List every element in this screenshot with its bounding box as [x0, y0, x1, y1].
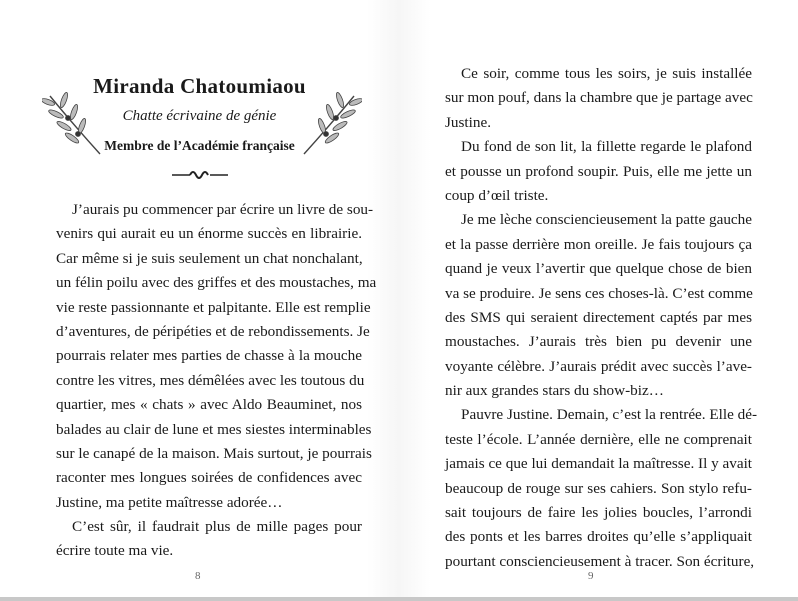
- text-line: beaucoup de rouge sur ses cahiers. Son stylo refu-: [445, 479, 752, 497]
- text-line: et la passe derrière mon oreille. Je fais toujours ça: [445, 235, 752, 253]
- text-line: nir aux grandes stars du show-biz…: [445, 382, 664, 400]
- text-line: d’aventures, de péripéties et de rebondissements. Je: [56, 322, 370, 340]
- window-bottom-edge: [0, 597, 798, 601]
- text-line: moustaches. J’aurais très bien pu devenir une: [445, 333, 752, 351]
- text-line: pourtant consciencieusement à tracer. Son écriture,: [445, 552, 755, 570]
- text-line: Car même si je suis seulement un chat nonchalant,: [56, 249, 363, 267]
- text-line: Justine.: [445, 113, 491, 131]
- text-line: pourrais relater mes parties de chasse à la mouche: [56, 347, 362, 365]
- text-line: quartier, mes « chats » avec Aldo Beauminet, nos: [56, 396, 362, 414]
- text-line: raconter mes longues soirées de confidences avec: [56, 469, 362, 487]
- author-membership: Membre de l’Académie française: [104, 138, 295, 153]
- text-line: et pousse un profond soupir. Puis, elle me jette un: [445, 162, 752, 180]
- olive-branch-icon: [300, 88, 362, 158]
- text-line: balades au clair de lune et mes siestes interminables: [56, 420, 372, 438]
- text-line: des SMS qui seraient directement captés par mes: [445, 308, 752, 326]
- left-page-text: [56, 198, 377, 564]
- text-line: teste l’école. L’année dernière, elle ne comprenait: [445, 430, 752, 448]
- text-line: Ce soir, comme tous les soirs, je suis installée: [461, 65, 752, 82]
- right-page-text: [445, 62, 758, 574]
- text-line: voyante célèbre. J’aurais prédit avec succès l’ave-: [445, 357, 752, 375]
- text-line: vie reste passionnante et palpitante. Elle est remplie: [56, 298, 371, 316]
- text-line: des ponts et les barres droites qu’elle s’appliquait: [445, 528, 752, 546]
- text-line: va se produire. Je sens ces choses-là. C’est comme: [445, 284, 753, 302]
- olive-branch-icon: [42, 88, 104, 158]
- text-line: sur mon pouf, dans la chambre que je partage avec: [445, 89, 753, 107]
- text-line: contre les vitres, mes démêlées avec les toutous du: [56, 371, 365, 389]
- text-line: un félin poilu avec des griffes et des moustaches, ma: [56, 274, 377, 292]
- text-line: jamais ce que lui demandait la maîtresse. Il y avait: [445, 455, 753, 473]
- text-line: quand je veux l’avertir que quelque chose de bien: [445, 260, 752, 278]
- text-line: sait toujours de faire les jolies boucles, l’arrondi: [445, 504, 752, 522]
- text-line: coup d’œil triste.: [445, 186, 549, 204]
- text-line: Du fond de son lit, la fillette regarde le plafond: [461, 138, 752, 156]
- author-name: Miranda Chatoumiaou: [93, 74, 306, 98]
- right-page: [399, 0, 798, 598]
- text-line: sur le canapé de la maison. Mais surtout, je pourrais: [56, 444, 372, 462]
- text-line: Je me lèche consciencieusement la patte gauche: [461, 211, 752, 229]
- text-line: Justine, ma petite maîtresse adorée…: [56, 493, 283, 511]
- text-line: écrire toute ma vie.: [56, 542, 174, 560]
- page-number-left: 8: [195, 570, 201, 582]
- text-line: J’aurais pu commencer par écrire un livre de sou-: [72, 201, 374, 218]
- left-page: [0, 0, 399, 598]
- flourish-ornament-icon: [0, 168, 399, 186]
- author-subtitle: Chatte écrivaine de génie: [122, 108, 277, 124]
- text-line: Pauvre Justine. Demain, c’est la rentrée. Elle dé-: [461, 406, 758, 424]
- text-line: venirs qui aurait eu un énorme succès en librairie.: [56, 225, 362, 243]
- page-number-right: 9: [588, 570, 594, 582]
- text-line: C’est sûr, il faudrait plus de mille pages pour: [72, 518, 362, 536]
